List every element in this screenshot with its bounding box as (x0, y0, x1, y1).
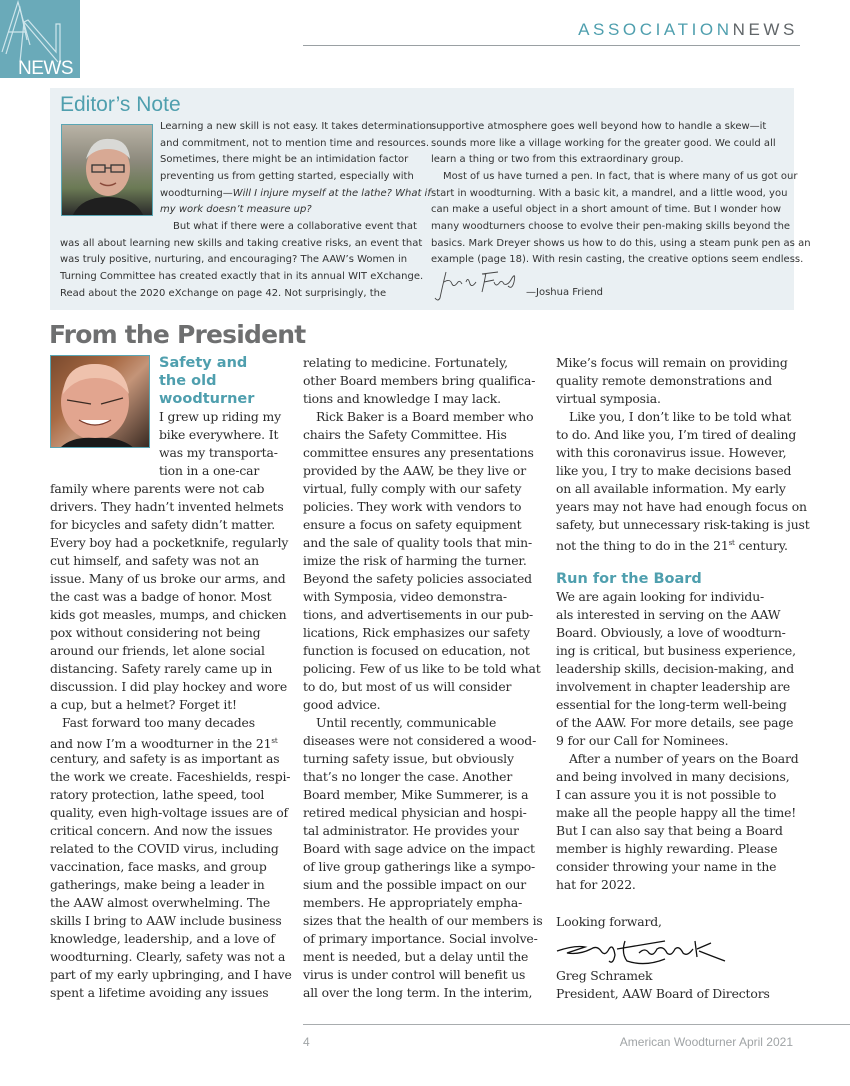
column-2-line: virus is under control will benefit us (303, 967, 526, 982)
column-2-line: other Board members bring qualifica- (303, 373, 536, 388)
column-2-line: policies. They work with vendors to (303, 499, 522, 514)
closing-line: Looking forward, (556, 914, 662, 929)
column-1-line: drivers. They hadn’t invented helmets (50, 499, 284, 514)
column-3-line: like you, I try to make decisions based (556, 463, 792, 478)
editors-note-line: basics. Mark Dreyer shows us how to do this, using a steam punk pen as an (431, 238, 811, 249)
editors-note-box (50, 88, 811, 310)
column-1-line: the work we create. Faceshields, respi- (50, 769, 291, 784)
column-2-line: Beyond the safety policies associated (303, 571, 532, 586)
editors-note-line: Sometimes, there might be an intimidation factor (160, 154, 409, 165)
column-1-line: quality, even high-voltage issues are of (50, 805, 288, 820)
column-3-line: quality remote demonstrations and (556, 373, 772, 388)
editors-note-line: sounds more like a village working for the greater good. We could all (431, 138, 776, 149)
president-signature-icon (555, 935, 730, 969)
editors-note-line: start in woodturning. With a basic kit, a mandrel, and a little wood, you (431, 188, 788, 199)
column-2-line: of live group gatherings like a sympo- (303, 859, 536, 874)
editors-note-line: preventing us from getting started, especially with (160, 171, 414, 182)
section-label-secondary: NEWS (732, 20, 798, 39)
president-portrait-icon (51, 356, 150, 448)
editors-note-line: Most of us have turned a pen. In fact, that is where many of us got our (443, 171, 798, 182)
column-2-line: sium and the possible impact on our (303, 877, 527, 892)
column-1-line: Every boy had a pocketknife, regularly (50, 535, 289, 550)
editor-portrait-icon (62, 125, 153, 216)
editors-note-line: Turning Committee has created exactly that in its annual WIT eXchange. (60, 271, 424, 282)
column-3-line: virtual symposia. (556, 391, 661, 406)
column-2-line: lications, Rick emphasizes our safety (303, 625, 530, 640)
column-1-line: vaccination, face masks, and group (50, 859, 267, 874)
editors-note-line: can make a useful object in a short amount of time. But I wonder how (431, 204, 782, 215)
subhead-run-for-board: Run for the Board (556, 571, 702, 587)
column-1-line: a cup, but a helmet? Forget it! (50, 697, 237, 712)
column-3-line: make all the people happy all the time! (556, 805, 797, 820)
column-1-text: and now I’m a woodturner in the 21 (50, 736, 272, 751)
editors-note-line (160, 202, 312, 219)
column-2-line: turning safety issue, but obviously (303, 751, 514, 766)
subhead-safety: woodturner (159, 391, 255, 407)
superscript-st: st (728, 539, 735, 547)
signer-title: President, AAW Board of Directors (556, 986, 770, 1001)
column-2-line: that’s no longer the case. Another (303, 769, 513, 784)
column-1-line: critical concern. And now the issues (50, 823, 273, 838)
column-2-line: diseases were not considered a wood- (303, 733, 537, 748)
editors-note-line: Read about the 2020 eXchange on page 42. Not surprisingly, the (60, 288, 387, 299)
column-2-line: imize the risk of harming the turner. (303, 553, 527, 568)
column-2-line: function is focused on education, not (303, 643, 530, 658)
logo-news-text: NEWS (18, 58, 73, 78)
column-3-line: 9 for our Call for Nominees. (556, 733, 729, 748)
column-2-line: all over the long term. In the interim, (303, 985, 533, 1000)
column-2-line: to do, but most of us will consider (303, 679, 512, 694)
column-1-line: cut himself, and safety was not an (50, 553, 259, 568)
column-1-line: skills I bring to AAW include business (50, 913, 282, 928)
column-3-text: not the thing to do in the 21 (556, 538, 729, 553)
column-2-line: of primary importance. Social involve- (303, 931, 538, 946)
column-2-line: tal administrator. He provides your (303, 823, 519, 838)
column-2-line: tions, and advertisements in our pub- (303, 607, 534, 622)
column-1-line: distancing. Safety rarely came up in (50, 661, 273, 676)
column-1-line: around our friends, let alone social (50, 643, 265, 658)
section-label (578, 20, 798, 40)
column-2-line: Until recently, communicable (316, 715, 497, 730)
column-3-line: leadership skills, decision-making, and (556, 661, 794, 676)
signer-name: Greg Schramek (556, 968, 653, 983)
editors-note-line: But what if there were a collaborative event that (173, 221, 417, 232)
column-1-line: issue. Many of us broke our arms, and (50, 571, 286, 586)
column-3-line: hat for 2022. (556, 877, 636, 892)
column-2-line: Board member, Mike Summerer, is a (303, 787, 529, 802)
column-3-line: essential for the long-term well-being (556, 697, 787, 712)
column-1-line: I grew up riding my (159, 409, 281, 424)
column-2-line: members. He appropriately empha- (303, 895, 523, 910)
column-3-line: on all available information. My early (556, 481, 786, 496)
column-2-line: Board with sage advice on the impact (303, 841, 535, 856)
column-1-line: pox without considering not being (50, 625, 261, 640)
column-2-line: relating to medicine. Fortunately, (303, 355, 508, 370)
column-1-line: tion in a one-car (159, 463, 260, 478)
column-1-line: bike everywhere. It (159, 427, 279, 442)
column-1-line: was my transporta- (159, 445, 278, 460)
editors-note-line: example (page 18). With resin casting, the creative options seem endless. (431, 254, 804, 265)
column-1-line: part of my early upbringing, and I have (50, 967, 292, 982)
editors-note-italic: my work doesn’t measure up? (160, 204, 312, 215)
superscript-st: st (271, 737, 278, 745)
column-1-line: century, and safety is as important as (50, 751, 280, 766)
column-2-line: committee ensures any presentations (303, 445, 534, 460)
column-2-line: virtual, fully comply with our safety (303, 481, 522, 496)
editors-note-line (160, 186, 431, 203)
subhead-safety: the old (159, 373, 217, 389)
column-3-line: to do. And like you, I’m tired of dealing (556, 427, 797, 442)
column-3-line: ing is critical, but business experience, (556, 643, 796, 658)
editors-note-italic: Will I injure myself at the lathe? What if (232, 188, 431, 199)
column-3-line: Mike’s focus will remain on providing (556, 355, 788, 370)
column-1-line: the AAW almost overwhelming. The (50, 895, 271, 910)
editor-signature-icon (432, 268, 524, 304)
column-3-line: After a number of years on the Board (569, 751, 799, 766)
editors-note-text: woodturning— (160, 188, 233, 199)
column-3-line: member is highly rewarding. Please (556, 841, 778, 856)
editors-note-title: Editor’s Note (60, 93, 181, 116)
column-1-line: knowledge, leadership, and a love of (50, 931, 275, 946)
editors-note-line: many woodturners choose to evolve their pen-making skills beyond the (431, 221, 791, 232)
column-1-line: family where parents were not cab (50, 481, 265, 496)
column-2-line: and the sale of quality tools that min- (303, 535, 533, 550)
editor-byline: —Joshua Friend (526, 287, 604, 298)
column-3-line: But I can also say that being a Board (556, 823, 783, 838)
president-section-title: From the President (49, 320, 306, 349)
column-1-line: the cast was a badge of honor. Most (50, 589, 272, 604)
association-news-logo (0, 0, 80, 78)
column-3-text: century. (734, 538, 788, 553)
column-1-line: discussion. I did play hockey and wore (50, 679, 288, 694)
column-1-line: related to the COVID virus, including (50, 841, 279, 856)
editors-note-line: was all about learning new skills and taking creative risks, an event that (60, 238, 423, 249)
column-3-line: years may not have had enough focus on (556, 499, 807, 514)
subhead-safety: Safety and (159, 355, 248, 371)
page-number: 4 (303, 1035, 310, 1049)
column-1-line: gatherings, make being a leader in (50, 877, 265, 892)
editors-note-line: supportive atmosphere goes well beyond how to handle a skew—it (431, 121, 767, 132)
editors-note-line: learn a thing or two from this extraordinary group. (431, 154, 684, 165)
column-3-line: consider throwing your name in the (556, 859, 777, 874)
editors-note-line: was truly positive, nurturing, and encouraging? The AAW’s Women in (60, 254, 408, 265)
editors-note-line: and commitment, not to mention time and resources. (160, 138, 430, 149)
column-2-line: ensure a focus on safety equipment (303, 517, 522, 532)
column-1-line: woodturning. Clearly, safety was not a (50, 949, 286, 964)
column-3-line: Like you, I don’t like to be told what (569, 409, 792, 424)
column-3-line: involvement in chapter leadership are (556, 679, 791, 694)
column-3-line: with this coronavirus issue. However, (556, 445, 787, 460)
column-1-line: Fast forward too many decades (62, 715, 255, 730)
column-2-line: ment is needed, but a delay until the (303, 949, 529, 964)
column-1-line: ratory protection, lathe speed, tool (50, 787, 265, 802)
footer-divider (303, 1024, 850, 1025)
column-2-line: sizes that the health of our members is (303, 913, 543, 928)
column-2-line: provided by the AAW, be they live or (303, 463, 526, 478)
column-2-line: good advice. (303, 697, 381, 712)
column-1-line: spent a lifetime avoiding any issues (50, 985, 269, 1000)
column-2-line: with Symposia, video demonstra- (303, 589, 507, 604)
column-2-line: Rick Baker is a Board member who (316, 409, 534, 424)
column-3-line: We are again looking for individu- (556, 589, 765, 604)
section-label-primary: ASSOCIATION (578, 20, 733, 39)
president-photo (50, 355, 150, 448)
header-divider (303, 45, 800, 46)
column-3-line: Board. Obviously, a love of woodturn- (556, 625, 786, 640)
editor-photo (61, 124, 153, 216)
column-3-line: I can assure you it is not possible to (556, 787, 777, 802)
column-1-line: for bicycles and safety didn’t matter. (50, 517, 275, 532)
column-3-line (556, 534, 788, 555)
publication-title: American Woodturner April 2021 (619, 1035, 793, 1049)
column-2-line: tions and knowledge I may lack. (303, 391, 501, 406)
column-3-line: of the AAW. For more details, see page (556, 715, 794, 730)
column-1-line: kids got measles, mumps, and chicken (50, 607, 287, 622)
column-3-line: and being involved in many decisions, (556, 769, 790, 784)
column-2-line: policing. Few of us like to be told what (303, 661, 541, 676)
column-2-line: retired medical physician and hospi- (303, 805, 527, 820)
column-2-line: chairs the Safety Committee. His (303, 427, 507, 442)
column-3-line: als interested in serving on the AAW (556, 607, 781, 622)
editors-note-line: Learning a new skill is not easy. It takes determination (160, 121, 433, 132)
column-3-line: safety, but unnecessary risk-taking is just (556, 517, 810, 532)
